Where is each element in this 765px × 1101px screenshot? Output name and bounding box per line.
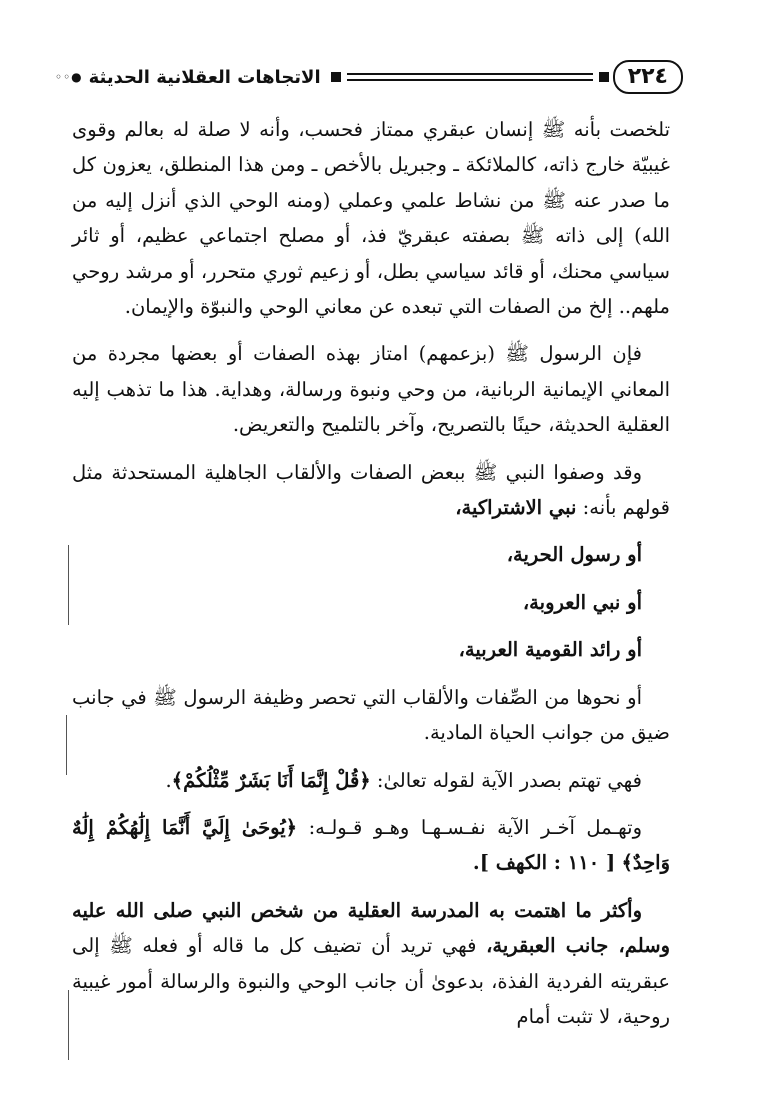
page-header	[55, 56, 683, 98]
paragraph	[72, 763, 670, 798]
paragraph	[72, 455, 670, 526]
verse-reference: [ ١١٠ : الكهف ].	[472, 851, 616, 875]
paragraph-text: وتهـمل آخـر الآية نفـسـهـا وهـو قـولـه:	[297, 815, 642, 839]
list-item: أو رائد القومية العربية،	[458, 638, 642, 662]
page-number: ٢٢٤	[613, 60, 683, 94]
page-body	[72, 112, 670, 1034]
quran-verse: ﴿يُوحَىٰ إِلَيَّ أَنَّمَا إِلَٰهُكُمْ إِلَٰهٌ وَاحِدٌ﴾	[72, 815, 670, 875]
header-rule-cap	[599, 72, 609, 82]
header-rule	[347, 73, 593, 81]
paragraph-text: وقد وصفوا النبي ﷺ ببعض الصفات والألقاب الجاهلية المستحدثة مثل قولهم بأنه:	[72, 460, 670, 520]
paragraph	[72, 893, 670, 1035]
header-rule-cap	[331, 72, 341, 82]
bold-phrase: نبي الاشتراكية،	[455, 496, 577, 520]
scan-margin-line	[66, 715, 67, 775]
paragraph-text: فهي تهتم بصدر الآية لقوله تعالىٰ:	[370, 768, 642, 792]
paragraph: فإن الرسول ﷺ (بزعمهم) امتاز بهذه الصفات أو بعضها مجردة من المعاني الإيمانية الربانية، من وحي ونبوة ورسالة، وهداية. هذا ما تذهب إليه العقلية الحديثة، حينًا بالتصريح، وآخر بالتلميح والتعريض.	[72, 342, 670, 437]
bold-phrase: وأكثر ما اهتمت به المدرسة العقلية من شخص النبي صلى الله عليه وسلم، جانب العبقرية،	[72, 898, 670, 958]
quran-verse: ﴿قُلْ إِنَّمَا أَنَا بَشَرٌ مِّثْلُكُمْ﴾	[171, 768, 371, 792]
scan-margin-line	[68, 990, 69, 1060]
running-title: الاتجاهات العقلانية الحديثة	[88, 66, 321, 88]
paragraph-text: فهي تريد أن تضيف كل ما قاله أو فعله ﷺ إلى عبقريته الفردية الفذة، بدعوىٰ أن جانب الوحي والنبوة والرسالة أمور غيبية روحية، لا تثبت أمام	[72, 934, 670, 1028]
list-item: أو نبي العروبة،	[522, 590, 642, 614]
paragraph	[72, 810, 670, 881]
scan-margin-line	[68, 545, 69, 625]
paragraph: أو نحوها من الصِّفات والألقاب التي تحصر وظيفة الرسول ﷺ في جانب ضيق من جوانب الحياة المادية.	[72, 685, 670, 745]
header-ornament-icon: ●◦◦	[55, 70, 83, 84]
paragraph: تلخصت بأنه ﷺ إنسان عبقري ممتاز فحسب، وأنه لا صلة له بعالم وقوى غيبيّة خارج ذاته، كالملائكة ـ وجبريل بالأخص ـ ومن هذا المنطلق، يعزون كل ما صدر عنه ﷺ من نشاط علمي وعملي (ومنه الوحي الذي أنزل إليه من الله) إلى ذاته ﷺ بصفته عبقريّ فذ، أو مصلح اجتماعي عظيم، أو ثائر سياسي محنك، أو قائد سياسي بطل، أو زعيم ثوري متحرر، أو مرشد روحي ملهم.. إلخ من الصفات التي تبعده عن معاني الوحي والنبوّة والإيمان.	[72, 118, 670, 319]
paragraph-text: .	[165, 768, 172, 792]
list-item: أو رسول الحرية،	[506, 543, 642, 567]
